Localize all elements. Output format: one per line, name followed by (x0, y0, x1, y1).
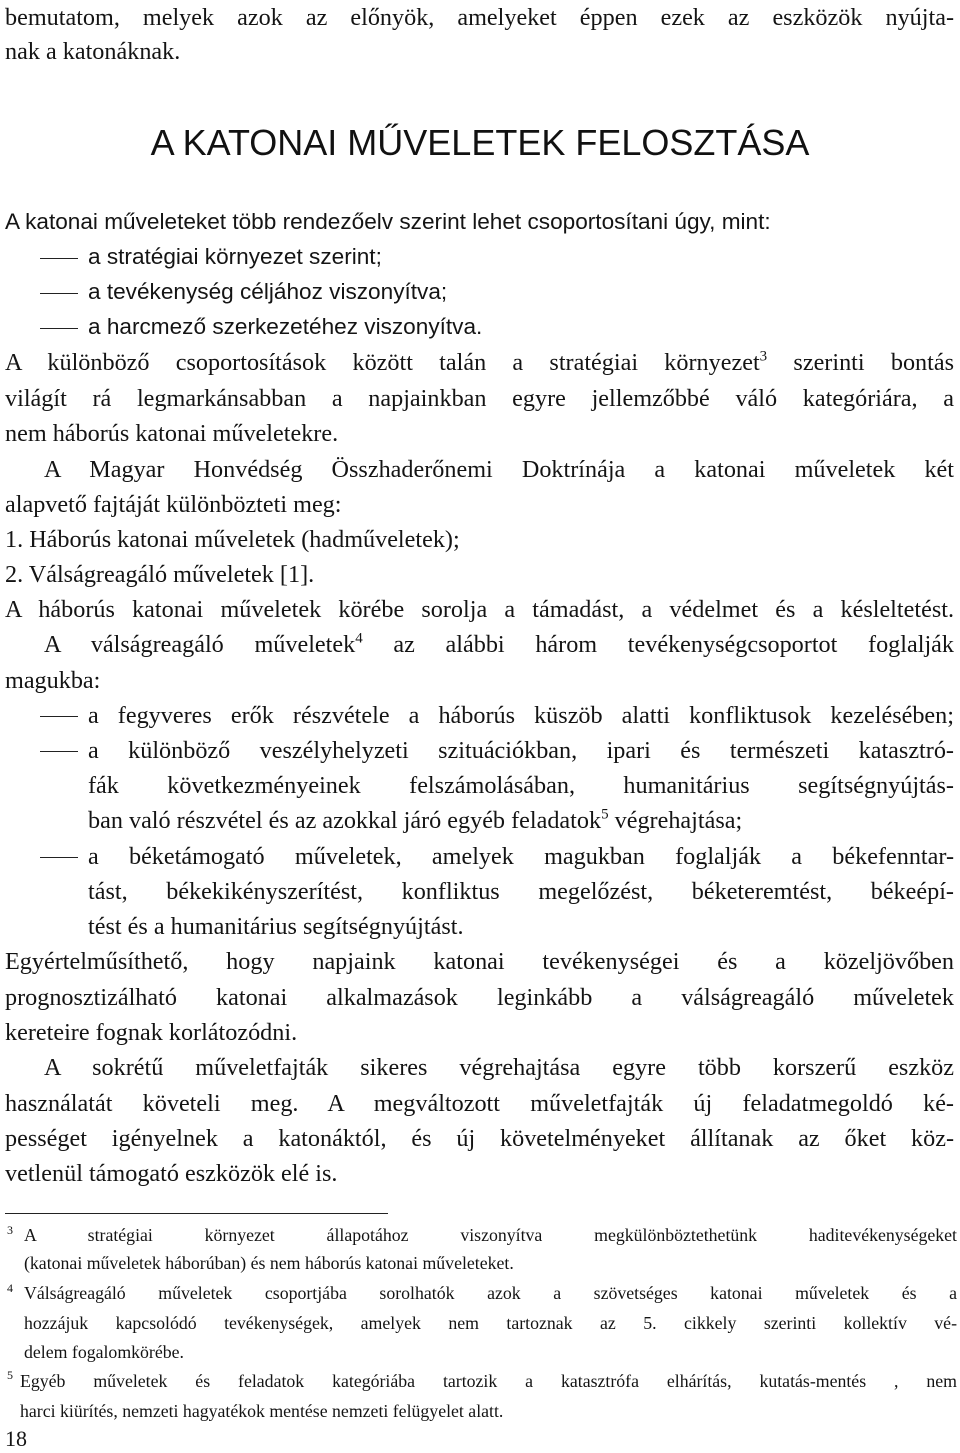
text-span: A válságreagáló műveletek (44, 631, 356, 658)
text-line: nak a katonáknak. (5, 38, 181, 65)
paragraph-line (5, 348, 955, 376)
list-item-cont: tést és a humanitárius segítségnyújtást. (88, 913, 464, 940)
footnote-mark: 3 (7, 1223, 13, 1237)
list-item-cont (88, 806, 743, 834)
footnote-separator (5, 1213, 388, 1214)
dash-bullet (40, 258, 78, 259)
paragraph-line: Egyértelműsíthető, hogy napjaink katonai tevékenységei és a közeljövőben (5, 948, 954, 975)
paragraph-line: A háborús katonai műveletek körébe sorolja a támadást, a védelmet és a késleltetést. (5, 596, 954, 623)
paragraph-line: nem háborús katonai műveletekre. (5, 420, 339, 447)
text-span: végrehajtása; (608, 807, 743, 834)
paragraph-line: alapvető fajtáját különbözteti meg: (5, 491, 342, 518)
dash-bullet (40, 716, 78, 717)
paragraph-line: magukba: (5, 667, 101, 694)
footnote-line: delem fogalomkörébe. (24, 1342, 184, 1362)
section-heading: A KATONAI MŰVELETEK FELOSZTÁSA (150, 122, 810, 163)
list-item: a különböző veszélyhelyzeti szituációkban, ipari és természeti katasztró- (88, 737, 954, 764)
footnote-mark: 5 (7, 1368, 13, 1382)
footnote-line: Egyéb műveletek és feladatok kategóriába tartozik a katasztrófa elhárítás, kutatás-mentés , nem (20, 1371, 957, 1391)
footnote-mark: 4 (7, 1281, 13, 1295)
list-item: a béketámogató műveletek, amelyek magukban foglalják a békefenntar- (88, 843, 954, 870)
footnote-line: (katonai műveletek háborúban) és nem háborús katonai műveleteket. (24, 1253, 514, 1273)
paragraph-line (44, 630, 954, 658)
dash-bullet (40, 857, 78, 858)
numbered-item: 1. Háborús katonai műveletek (hadműveletek); (5, 526, 460, 553)
list-item: a stratégiai környezet szerint; (88, 244, 382, 269)
footnote-ref: 3 (759, 348, 768, 365)
text-line: bemutatom, melyek azok az előnyök, amelyeket éppen ezek az eszközök nyújta- (5, 4, 954, 31)
list-item-cont: fák következményeinek felszámolásában, humanitárius segítségnyújtás- (88, 772, 954, 799)
dash-bullet (40, 751, 78, 752)
paragraph-line: világít rá legmarkánsabban a napjainkban egyre jellemzőbbé váló kategóriára, a (5, 385, 954, 412)
text-span: az alábbi három tevékenységcsoportot foglalják (362, 631, 954, 658)
paragraph-line: kereteire fognak korlátozódni. (5, 1019, 298, 1046)
paragraph-line: használatát követeli meg. A megváltozott műveletfajták új feladatmegoldó ké- (5, 1090, 954, 1117)
list-item: a harcmező szerkezetéhez viszonyítva. (88, 314, 483, 339)
text-span: ban való részvétel és az azokkal járó egyéb feladatok (88, 807, 602, 834)
dash-bullet (40, 328, 78, 329)
paragraph-line: prognosztizálható katonai alkalmazások leginkább a válságreagáló műveletek (5, 984, 954, 1011)
footnote-line: harci kiürítés, nemzeti hagyatékok mentése nemzeti felügyelet alatt. (20, 1401, 504, 1421)
paragraph-line: A sokrétű műveletfajták sikeres végrehajtása egyre több korszerű eszköz (44, 1054, 954, 1081)
paragraph-line: A Magyar Honvédség Összhaderőnemi Doktrínája a katonai műveletek két (44, 456, 954, 483)
page-number: 18 (5, 1426, 27, 1451)
text-span: A különböző csoportosítások között talán a stratégiai környezet (5, 349, 760, 376)
footnote-line: Válságreagáló műveletek csoportjába sorolhatók azok a szövetséges katonai műveletek és a (24, 1283, 957, 1303)
list-item: a fegyveres erők részvétele a háborús küszöb alatti konfliktusok kezelésében; (88, 702, 954, 729)
dash-bullet (40, 293, 78, 294)
numbered-item: 2. Válságreagáló műveletek [1]. (5, 561, 315, 588)
footnote-ref: 4 (355, 630, 363, 647)
paragraph-line: pességet igényelnek a katonáktól, és új követelményeket állítanak az őket köz- (5, 1125, 954, 1152)
intro-line: A katonai műveleteket több rendezőelv szerint lehet csoportosítani úgy, mint: (5, 209, 771, 234)
list-item-cont: tást, békekikényszerítést, konfliktus megelőzést, béketeremtést, békeépí- (88, 878, 954, 905)
text-span: szerinti bontás (767, 349, 955, 376)
footnote-ref: 5 (601, 806, 609, 823)
footnote-line: A stratégiai környezet állapotához viszonyítva megkülönböztethetünk haditevékenységeket (24, 1225, 957, 1245)
list-item: a tevékenység céljához viszonyítva; (88, 279, 448, 304)
paragraph-line: vetlenül támogató eszközök elé is. (5, 1160, 338, 1187)
footnote-line: hozzájuk kapcsolódó tevékenységek, amelyek nem tartoznak az 5. cikkely szerinti kollektív vé- (24, 1313, 957, 1333)
